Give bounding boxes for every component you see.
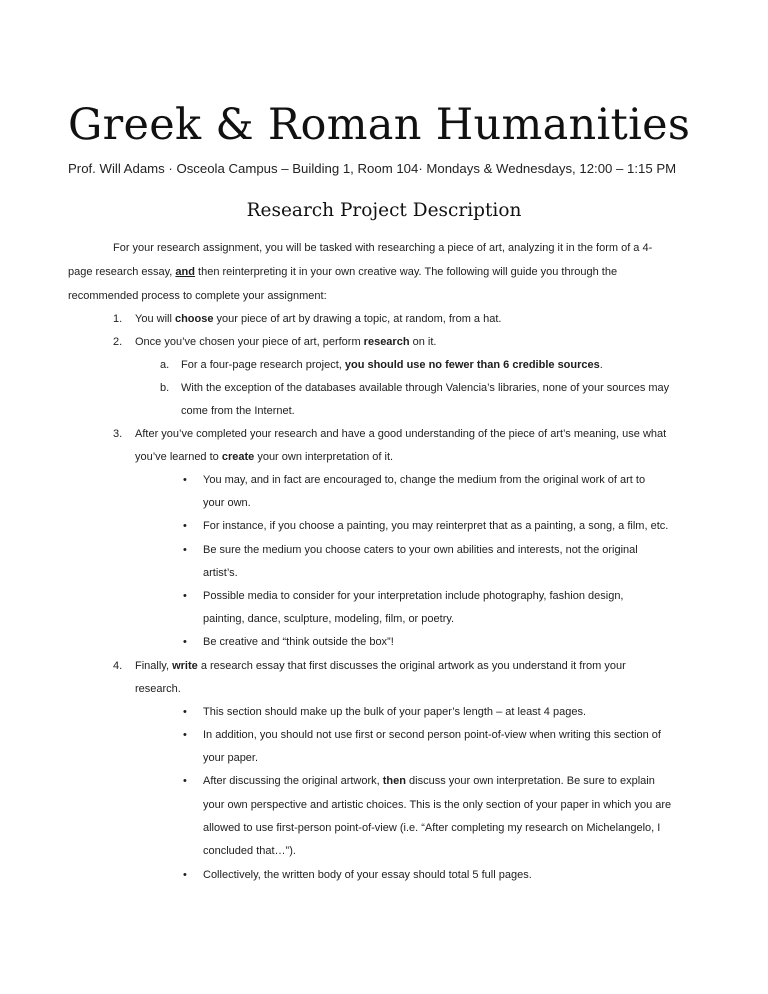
- step-3-bullet-3-line-2: artist’s.: [203, 567, 238, 579]
- step-4-line-1: Finally, write a research essay that first discusses the original artwork as you understand it from your: [135, 660, 626, 672]
- step-number: 4.: [113, 660, 123, 672]
- step-4-bullet-4: Collectively, the written body of your essay should total 5 full pages.: [203, 869, 532, 881]
- step-3-line-1: After you’ve completed your research and have a good understanding of the piece of art’s meaning, use what: [135, 428, 667, 440]
- bullet-icon: •: [183, 590, 187, 602]
- intro-line-1: For your research assignment, you will be tasked with researching a piece of art, analyzing it in the form of a 4-: [113, 242, 653, 254]
- step-3-bullet-4-line-2: painting, dance, sculpture, modeling, film, or poetry.: [203, 613, 455, 625]
- step-number: 3.: [113, 428, 123, 440]
- bullet-icon: •: [183, 636, 187, 648]
- bullet-icon: •: [183, 544, 187, 556]
- step-4-bullet-3-line-1: After discussing the original artwork, then discuss your own interpretation. Be sure to explain: [203, 775, 655, 787]
- course-info: Prof. Will Adams · Osceola Campus – Building 1, Room 104· Mondays & Wednesdays, 12:00 – 1:15 PM: [68, 161, 677, 176]
- intro-line-2: page research essay, and then reinterpreting it in your own creative way. The following will guide you through the: [68, 266, 618, 278]
- substep-2b-line-2: come from the Internet.: [181, 405, 295, 417]
- section-heading: Research Project Description: [246, 200, 522, 221]
- step-4-bullet-2-line-2: your paper.: [203, 752, 259, 764]
- intro-line-3: recommended process to complete your assignment:: [68, 290, 327, 302]
- step-2-text: Once you’ve chosen your piece of art, perform research on it.: [135, 336, 437, 348]
- page-title: Greek & Roman Humanities: [68, 100, 691, 150]
- step-4-bullet-3-line-3: allowed to use first-person point-of-view (i.e. “After completing my research on Michelangelo, I: [203, 822, 661, 834]
- step-4-bullet-3-line-2: your own perspective and artistic choices. This is the only section of your paper in which you are: [203, 799, 672, 811]
- substep-2b-line-1: With the exception of the databases available through Valencia’s libraries, none of your sources may: [181, 382, 670, 394]
- step-3-bullet-1-line-2: your own.: [203, 497, 251, 509]
- emphasis-and: and: [175, 266, 195, 278]
- bullet-icon: •: [183, 474, 187, 486]
- step-3-bullet-5: Be creative and “think outside the box”!: [203, 636, 394, 648]
- step-4-bullet-2-line-1: In addition, you should not use first or second person point-of-view when writing this section of: [203, 729, 661, 741]
- substep-letter: b.: [160, 382, 170, 394]
- step-number: 2.: [113, 336, 123, 348]
- bullet-icon: •: [183, 775, 187, 787]
- bullet-icon: •: [183, 729, 187, 741]
- step-3-bullet-1-line-1: You may, and in fact are encouraged to, change the medium from the original work of art to: [203, 474, 646, 486]
- substep-letter: a.: [160, 359, 170, 371]
- step-3-bullet-2: For instance, if you choose a painting, you may reinterpret that as a painting, a song, a film, etc.: [203, 520, 669, 532]
- step-3-line-2: you’ve learned to create your own interpretation of it.: [135, 451, 394, 463]
- step-4-bullet-1: This section should make up the bulk of your paper’s length – at least 4 pages.: [203, 706, 586, 718]
- step-3-bullet-4-line-1: Possible media to consider for your interpretation include photography, fashion design,: [203, 590, 624, 602]
- bullet-icon: •: [183, 706, 187, 718]
- step-4-line-2: research.: [135, 683, 181, 695]
- substep-2a-text: For a four-page research project, you should use no fewer than 6 credible sources.: [181, 359, 603, 371]
- bullet-icon: •: [183, 520, 187, 532]
- step-3-bullet-3-line-1: Be sure the medium you choose caters to your own abilities and interests, not the original: [203, 544, 638, 556]
- bullet-icon: •: [183, 869, 187, 881]
- step-4-bullet-3-line-4: concluded that…”).: [203, 845, 296, 857]
- step-number: 1.: [113, 313, 123, 325]
- step-1-text: You will choose your piece of art by drawing a topic, at random, from a hat.: [135, 313, 502, 325]
